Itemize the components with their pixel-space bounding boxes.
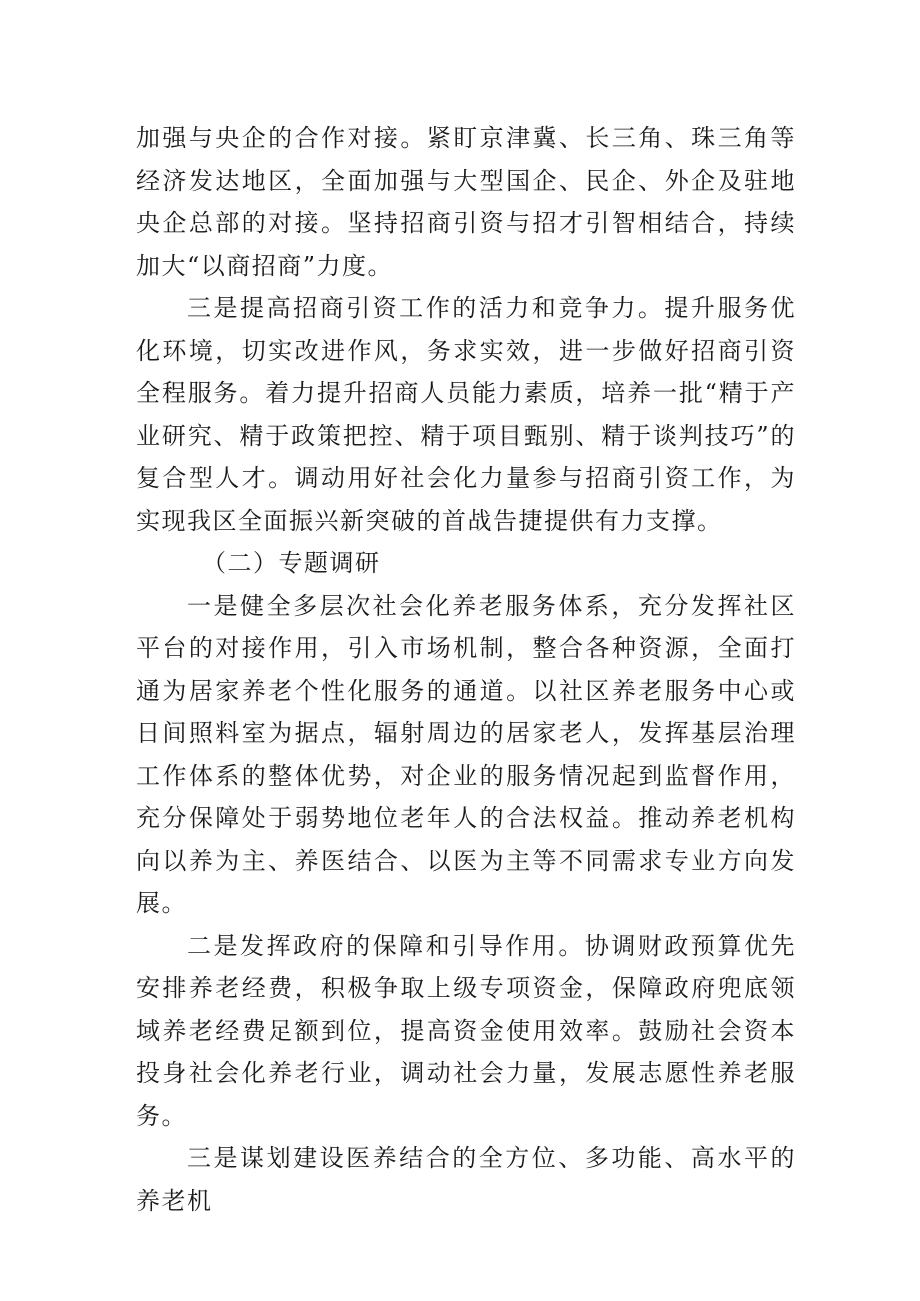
section-heading-special-research: （二）专题调研 [202, 549, 381, 577]
paragraph-cooperation-with-central-enterprises: 加强与央企的合作对接。紧盯京津冀、长三角、珠三角等经济发达地区，全面加强与大型国企、民企、外企及驻地央企总部的对接。坚持招商引资与招才引智相结合，持续加大“以商招商”力度。 [136, 124, 796, 280]
paragraph-government-guarantee: 二是发挥政府的保障和引导作用。协调财政预算优先安排养老经费，积极争取上级专项资金，保障政府兜底领域养老经费足额到位，提高资金使用效率。鼓励社会资本投身社会化养老行业，调动社会力量，发展志愿性养老服务。 [136, 931, 796, 1130]
paragraph-investment-vitality: 三是提高招商引资工作的活力和竞争力。提升服务优化环境，切实改进作风，务求实效，进一步做好招商引资全程服务。着力提升招商人员能力素质，培养一批“精于产业研究、精于政策把控、精于项目甄别、精于谈判技巧”的复合型人才。调动用好社会化力量参与招商引资工作，为实现我区全面振兴新突破的首战告捷提供有力支撑。 [136, 294, 796, 535]
document-body [136, 117, 796, 1222]
paragraph-elderly-care-system: 一是健全多层次社会化养老服务体系，充分发挥社区平台的对接作用，引入市场机制，整合各种资源，全面打通为居家养老个性化服务的通道。以社区养老服务中心或日间照料室为据点，辐射周边的居家老人，发挥基层治理工作体系的整体优势，对企业的服务情况起到监督作用，充分保障处于弱势地位老年人的合法权益。推动养老机构向以养为主、养医结合、以医为主等不同需求专业方向发展。 [136, 591, 796, 917]
paragraph-medical-care-integration: 三是谋划建设医养结合的全方位、多功能、高水平的养老机 [136, 1144, 796, 1215]
